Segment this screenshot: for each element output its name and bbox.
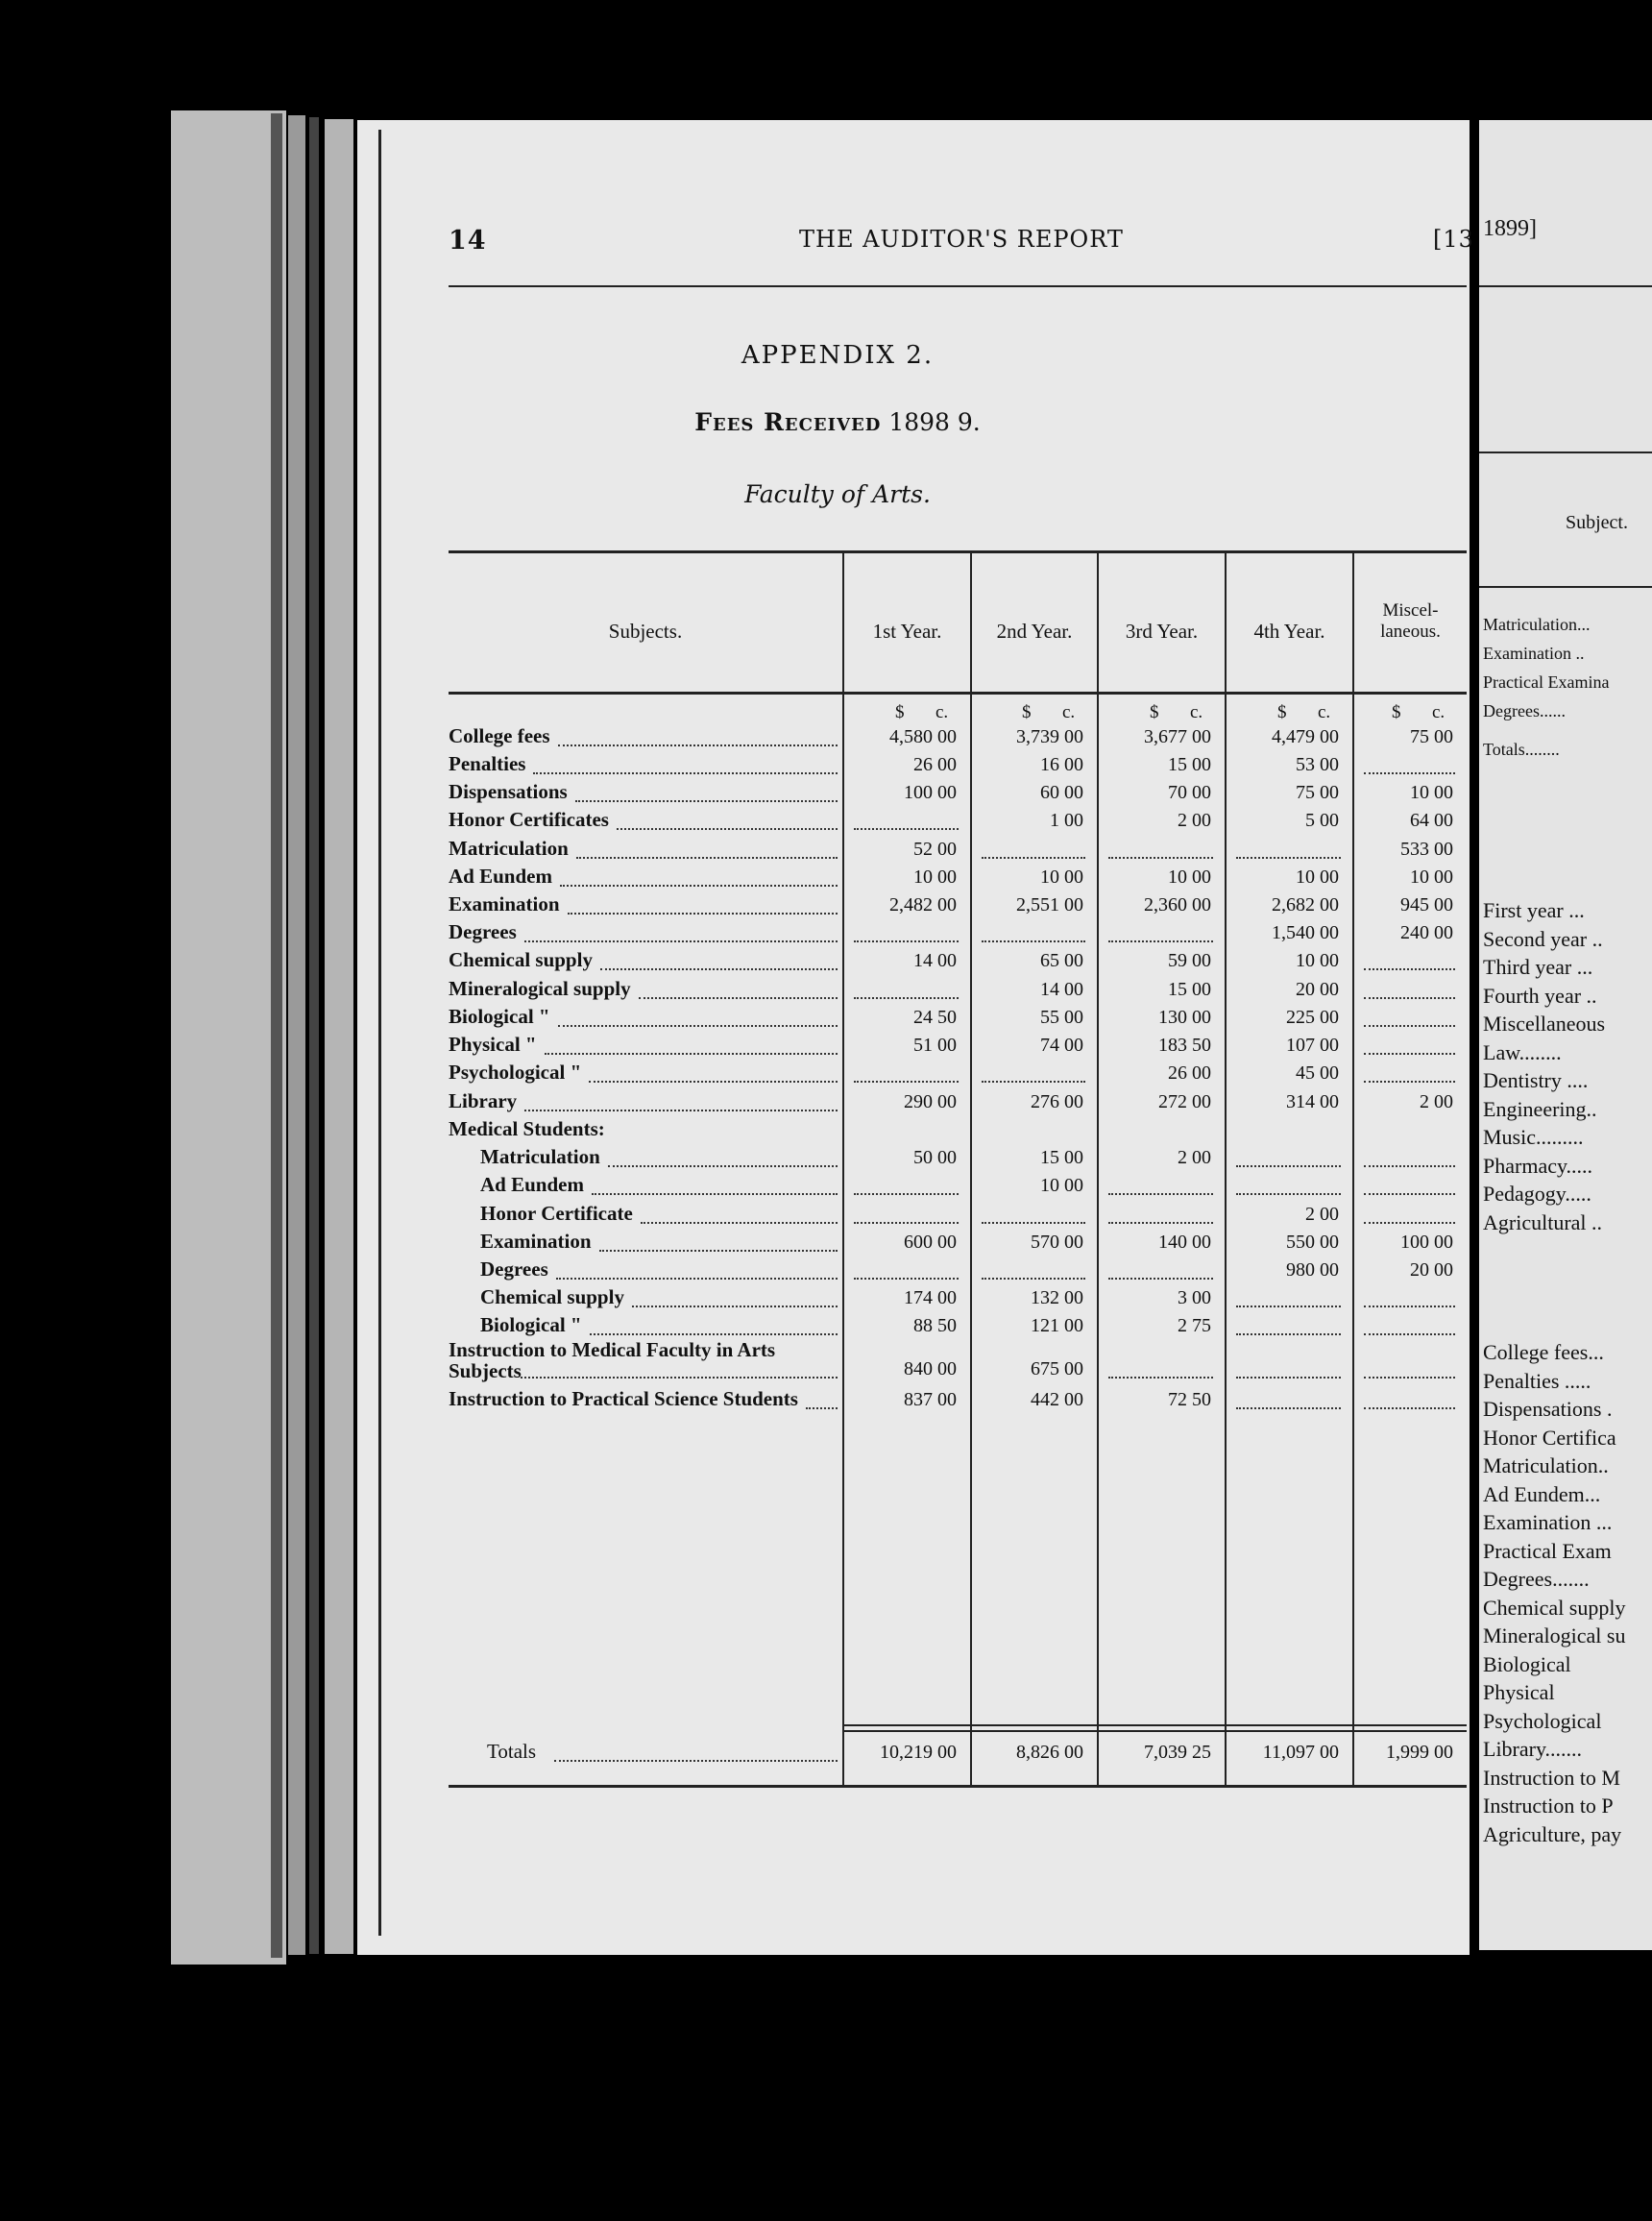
table-cell: 1,540 00 (1272, 922, 1339, 943)
book-page (357, 120, 1474, 1955)
table-cell: 945 00 (1400, 894, 1453, 915)
table-cell: 88 50 (913, 1315, 957, 1336)
column-header-miscellaneous: Miscel- laneous. (1380, 600, 1441, 642)
table-cell: 107 00 (1286, 1035, 1339, 1056)
row-leader (608, 1165, 838, 1167)
row-label: Physical " (449, 1033, 537, 1056)
empty-cell-leader (1236, 857, 1341, 859)
unit-cents: c. (1432, 702, 1446, 722)
table-cell: 100 00 (904, 782, 957, 803)
right-page-item: Practical Examina (1483, 672, 1610, 692)
row-leader (599, 1250, 838, 1252)
table-cell: 290 00 (904, 1091, 957, 1112)
right-page-item: Third year ... (1483, 955, 1593, 979)
table-cell: 10 00 (1410, 866, 1453, 888)
table-cell: 600 00 (904, 1232, 957, 1253)
table-cell: 10 00 (1168, 866, 1211, 888)
totals-cell: 1,999 00 (1386, 1742, 1453, 1763)
row-label: Dispensations (449, 780, 568, 803)
table-cell: 50 00 (913, 1147, 957, 1168)
row-leader (521, 1377, 838, 1379)
row-label: Biological " (480, 1313, 582, 1336)
page-number: 14 (449, 226, 487, 256)
table-cell: 15 00 (1040, 1147, 1083, 1168)
row-label: Medical Students: (449, 1117, 605, 1140)
row-leader (558, 744, 838, 746)
running-title: THE AUDITOR'S REPORT (799, 226, 1124, 253)
row-label: Degrees (480, 1257, 548, 1281)
table-cell: 53 00 (1296, 754, 1339, 775)
empty-cell-leader (1364, 1407, 1455, 1409)
row-label: College fees (449, 724, 550, 747)
book-edge-strip (325, 119, 353, 1954)
table-cell: 75 00 (1410, 726, 1453, 747)
right-page-item: Agricultural .. (1483, 1209, 1603, 1234)
empty-cell-leader (1108, 857, 1213, 859)
right-page-item: Examination .. (1483, 644, 1585, 663)
row-label: Instruction to Medical Faculty in Arts Subjects (449, 1338, 776, 1382)
row-leader (533, 772, 838, 774)
unit-dollar: $ (1150, 702, 1159, 722)
empty-cell-leader (1108, 1377, 1213, 1379)
right-page-year: 1899] (1483, 216, 1537, 241)
table-cell: 15 00 (1168, 979, 1211, 1000)
right-page-item: Physical (1483, 1680, 1555, 1704)
empty-cell-leader (1364, 997, 1455, 999)
table-cell: 14 00 (913, 950, 957, 971)
right-page-item: Dispensations . (1483, 1397, 1613, 1421)
right-page-item: Examination ... (1483, 1510, 1613, 1534)
totals-rule (842, 1730, 1467, 1732)
empty-cell-leader (1236, 1377, 1341, 1379)
table-cell: 3,677 00 (1144, 726, 1211, 747)
empty-cell-leader (1108, 940, 1213, 942)
table-cell: 2 75 (1178, 1315, 1211, 1336)
table-cell: 174 00 (904, 1287, 957, 1308)
table-cell: 65 00 (1040, 950, 1083, 971)
table-cell: 2 00 (1305, 1204, 1339, 1225)
unit-cents: c. (935, 702, 949, 722)
table-cell: 51 00 (913, 1035, 957, 1056)
empty-cell-leader (982, 1278, 1085, 1280)
row-leader (545, 1053, 838, 1055)
right-page-item: Chemical supply (1483, 1595, 1626, 1620)
empty-cell-leader (854, 997, 959, 999)
row-leader (524, 1110, 838, 1111)
table-cell: 10 00 (1296, 866, 1339, 888)
right-page-item: Fourth year .. (1483, 983, 1597, 1008)
empty-cell-leader (1364, 968, 1455, 970)
empty-cell-leader (854, 1081, 959, 1083)
empty-cell-leader (982, 1222, 1085, 1224)
row-leader (600, 968, 838, 970)
book-edge-outer (171, 110, 286, 1965)
table-cell: 2,682 00 (1272, 894, 1339, 915)
table-cell: 183 50 (1158, 1035, 1211, 1056)
fees-title-prefix: Fees Received (694, 408, 882, 436)
totals-cell: 7,039 25 (1144, 1742, 1211, 1763)
empty-cell-leader (1108, 1222, 1213, 1224)
right-page-item: Law........ (1483, 1039, 1562, 1064)
column-header-2nd-year: 2nd Year. (996, 620, 1073, 643)
right-page-item: Penalties ..... (1483, 1368, 1591, 1393)
unit-dollar: $ (1277, 702, 1287, 722)
empty-cell-leader (1364, 1081, 1455, 1083)
facing-page (1479, 120, 1652, 1950)
table-cell: 4,580 00 (889, 726, 957, 747)
table-cell: 2,360 00 (1144, 894, 1211, 915)
right-subject-header: Subject. (1566, 512, 1628, 533)
table-cell: 140 00 (1158, 1232, 1211, 1253)
totals-cell: 11,097 00 (1262, 1742, 1339, 1763)
empty-cell-leader (982, 857, 1085, 859)
table-cell: 5 00 (1305, 810, 1339, 831)
book-edge-strip (271, 113, 282, 1958)
table-cell: 121 00 (1031, 1315, 1083, 1336)
column-header-1st-year: 1st Year. (872, 620, 942, 643)
fees-title-year: 1898 9. (888, 408, 981, 436)
right-page-item: Music......... (1483, 1125, 1584, 1149)
table-bottom-rule (449, 1785, 1467, 1788)
table-cell: 10 00 (1040, 1175, 1083, 1196)
totals-leader (554, 1760, 838, 1762)
table-cell: 3,739 00 (1016, 726, 1083, 747)
empty-cell-leader (854, 1193, 959, 1195)
right-page-item: Pharmacy..... (1483, 1153, 1593, 1178)
unit-dollar: $ (895, 702, 905, 722)
table-cell: 26 00 (1168, 1062, 1211, 1084)
table-cell: 130 00 (1158, 1007, 1211, 1028)
table-cell: 60 00 (1040, 782, 1083, 803)
row-label: Examination (480, 1230, 592, 1253)
table-cell: 75 00 (1296, 782, 1339, 803)
right-page-item: First year ... (1483, 898, 1585, 922)
row-label: Instruction to Practical Science Students (449, 1387, 798, 1410)
row-leader (558, 1025, 838, 1027)
empty-cell-leader (1364, 1306, 1455, 1307)
right-page-item: Degrees...... (1483, 701, 1566, 720)
row-leader (641, 1222, 838, 1224)
empty-cell-leader (854, 1222, 959, 1224)
row-label: Biological " (449, 1005, 550, 1028)
right-header-rule (1479, 285, 1652, 287)
header-rule (449, 285, 1467, 287)
empty-cell-leader (1364, 1377, 1455, 1379)
row-leader (568, 913, 838, 915)
empty-cell-leader (1236, 1407, 1341, 1409)
table-cell: 14 00 (1040, 979, 1083, 1000)
row-label: Degrees (449, 920, 517, 943)
table-cell: 132 00 (1031, 1287, 1083, 1308)
right-page-item: Biological (1483, 1651, 1571, 1676)
row-label: Honor Certificate (480, 1202, 633, 1225)
right-page-item: Degrees....... (1483, 1567, 1590, 1591)
column-header-subjects: Subjects. (608, 620, 683, 643)
empty-cell-leader (982, 1081, 1085, 1083)
table-cell: 4,479 00 (1272, 726, 1339, 747)
appendix-title: APPENDIX 2. (741, 341, 935, 370)
table-cell: 16 00 (1040, 754, 1083, 775)
empty-cell-leader (1364, 1193, 1455, 1195)
row-label: Examination (449, 892, 560, 915)
book-edge-strip (288, 115, 305, 1955)
empty-cell-leader (1364, 1333, 1455, 1335)
row-label: Ad Eundem (449, 865, 552, 888)
table-cell: 72 50 (1168, 1389, 1211, 1410)
row-leader (560, 885, 838, 887)
fees-title (357, 408, 1318, 436)
table-cell: 10 00 (1040, 866, 1083, 888)
table-cell: 837 00 (904, 1389, 957, 1410)
row-label: Chemical supply (449, 948, 593, 971)
right-page-item: Pedagogy..... (1483, 1182, 1591, 1206)
table-cell: 314 00 (1286, 1091, 1339, 1112)
table-cell: 442 00 (1031, 1389, 1083, 1410)
row-label: Honor Certificates (449, 808, 609, 831)
right-page-item: Second year .. (1483, 926, 1603, 951)
empty-cell-leader (982, 940, 1085, 942)
right-page-item: Matriculation.. (1483, 1453, 1609, 1477)
empty-cell-leader (854, 940, 959, 942)
row-leader (556, 1278, 838, 1280)
empty-cell-leader (1364, 1222, 1455, 1224)
table-cell: 74 00 (1040, 1035, 1083, 1056)
table-cell: 52 00 (913, 839, 957, 860)
table-cell: 225 00 (1286, 1007, 1339, 1028)
table-top-rule (449, 550, 1467, 553)
table-cell: 840 00 (904, 1358, 957, 1379)
table-cell: 2 00 (1178, 1147, 1211, 1168)
page-inner-margin-line (378, 130, 381, 1936)
table-header-rule (449, 692, 1467, 695)
right-page-item: Practical Exam (1483, 1538, 1612, 1563)
table-cell: 10 00 (913, 866, 957, 888)
row-label: Library (449, 1089, 518, 1112)
empty-cell-leader (1364, 1165, 1455, 1167)
right-page-item: Honor Certifica (1483, 1425, 1616, 1450)
empty-cell-leader (1236, 1333, 1341, 1335)
empty-cell-leader (1236, 1165, 1341, 1167)
table-cell: 980 00 (1286, 1259, 1339, 1281)
book-edge-strip (309, 117, 319, 1954)
row-label: Mineralogical supply (449, 977, 631, 1000)
row-leader (524, 940, 838, 942)
right-page-item: Mineralogical su (1483, 1623, 1626, 1647)
table-cell: 70 00 (1168, 782, 1211, 803)
right-page-item: Agriculture, pay (1483, 1821, 1622, 1846)
unit-dollar: $ (1022, 702, 1032, 722)
right-header-rule-2 (1479, 586, 1652, 588)
table-cell: 2 00 (1178, 810, 1211, 831)
right-page-item: Matriculation... (1483, 615, 1591, 634)
column-header-3rd-year: 3rd Year. (1125, 620, 1199, 643)
empty-cell-leader (1236, 1193, 1341, 1195)
right-table-rule (1479, 452, 1652, 453)
empty-cell-leader (1364, 772, 1455, 774)
empty-cell-leader (1108, 1193, 1213, 1195)
table-cell: 45 00 (1296, 1062, 1339, 1084)
row-label: Ad Eundem (480, 1173, 584, 1196)
table-cell: 59 00 (1168, 950, 1211, 971)
table-cell: 533 00 (1400, 839, 1453, 860)
table-cell: 20 00 (1296, 979, 1339, 1000)
unit-cents: c. (1062, 702, 1076, 722)
table-cell: 100 00 (1400, 1232, 1453, 1253)
faculty-title: Faculty of Arts. (744, 480, 931, 508)
table-cell: 276 00 (1031, 1091, 1083, 1112)
row-leader (589, 1081, 838, 1083)
table-cell: 2,482 00 (889, 894, 957, 915)
right-page-item: Miscellaneous (1483, 1012, 1606, 1036)
row-label: Matriculation (449, 837, 569, 860)
table-cell: 240 00 (1400, 922, 1453, 943)
right-page-item: Totals........ (1483, 740, 1560, 759)
right-page-item: Instruction to P (1483, 1794, 1614, 1818)
row-label: Matriculation (480, 1145, 600, 1168)
totals-label: Totals (487, 1740, 537, 1763)
table-cell: 10 00 (1296, 950, 1339, 971)
right-page-item: Dentistry .... (1483, 1068, 1589, 1092)
right-page-item: Library....... (1483, 1737, 1583, 1761)
table-cell: 26 00 (913, 754, 957, 775)
unit-cents: c. (1190, 702, 1203, 722)
table-cell: 1 00 (1050, 810, 1083, 831)
right-page-item: Engineering.. (1483, 1096, 1597, 1121)
row-leader (592, 1193, 838, 1195)
totals-cell: 8,826 00 (1016, 1742, 1083, 1763)
row-label: Chemical supply (480, 1285, 624, 1308)
row-label: Psychological " (449, 1061, 582, 1084)
row-leader (806, 1407, 838, 1409)
empty-cell-leader (854, 1278, 959, 1280)
empty-cell-leader (1364, 1025, 1455, 1027)
table-cell: 2 00 (1420, 1091, 1453, 1112)
row-leader (590, 1333, 838, 1335)
empty-cell-leader (1108, 1278, 1213, 1280)
table-cell: 15 00 (1168, 754, 1211, 775)
row-leader (639, 997, 838, 999)
right-page-item: Ad Eundem... (1483, 1481, 1601, 1506)
empty-cell-leader (1364, 1053, 1455, 1055)
empty-cell-leader (854, 828, 959, 830)
table-cell: 24 50 (913, 1007, 957, 1028)
totals-cell: 10,219 00 (880, 1742, 957, 1763)
table-cell: 20 00 (1410, 1259, 1453, 1281)
right-marker: [13 (1433, 226, 1474, 253)
unit-dollar: $ (1392, 702, 1401, 722)
right-page-item: Instruction to M (1483, 1765, 1620, 1790)
totals-rule (842, 1724, 1467, 1726)
table-cell: 10 00 (1410, 782, 1453, 803)
table-cell: 2,551 00 (1016, 894, 1083, 915)
row-label: Penalties (449, 752, 526, 775)
column-header-4th-year: 4th Year. (1253, 620, 1325, 643)
table-cell: 675 00 (1031, 1358, 1083, 1379)
unit-cents: c. (1318, 702, 1331, 722)
right-page-item: Psychological (1483, 1708, 1602, 1733)
row-leader (632, 1306, 838, 1307)
table-cell: 272 00 (1158, 1091, 1211, 1112)
empty-cell-leader (1236, 1306, 1341, 1307)
row-leader (575, 800, 838, 802)
table-cell: 3 00 (1178, 1287, 1211, 1308)
table-cell: 550 00 (1286, 1232, 1339, 1253)
right-page-item: College fees... (1483, 1340, 1604, 1364)
row-leader (617, 828, 838, 830)
table-cell: 64 00 (1410, 810, 1453, 831)
table-cell: 55 00 (1040, 1007, 1083, 1028)
row-leader (576, 857, 838, 859)
table-cell: 570 00 (1031, 1232, 1083, 1253)
